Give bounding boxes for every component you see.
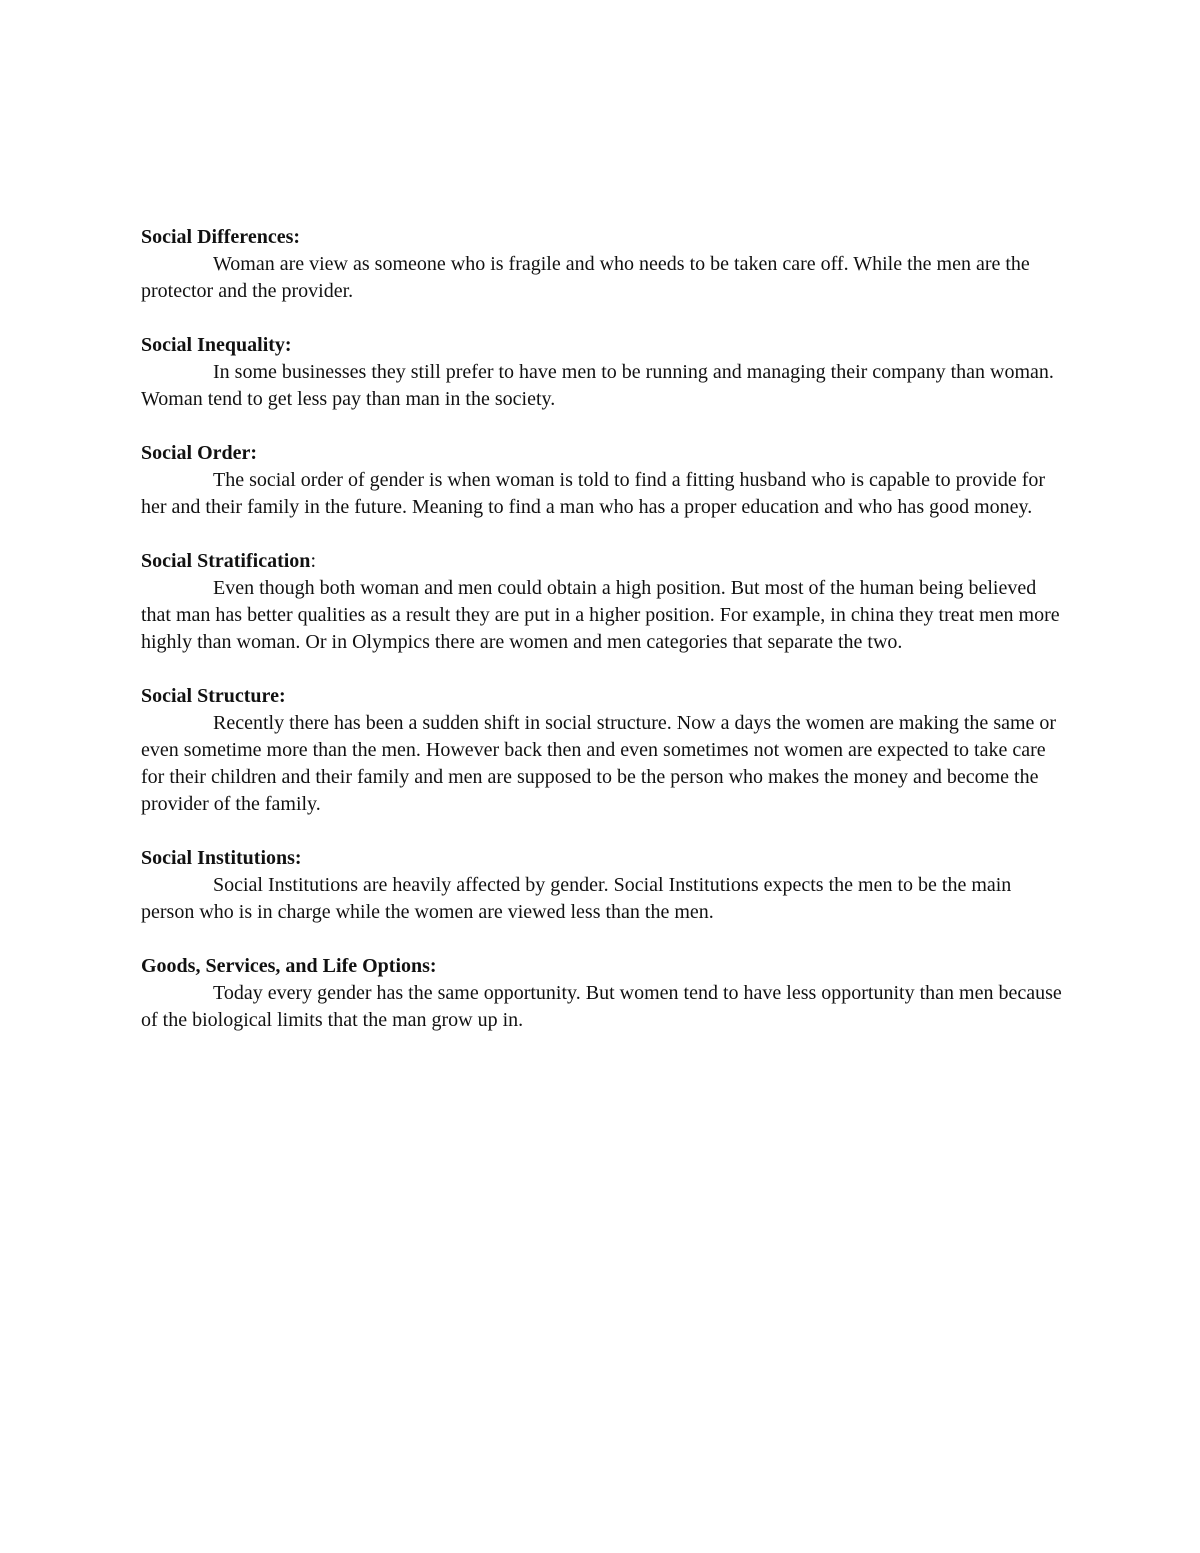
section-social-stratification (141, 548, 1066, 656)
section-body: In some businesses they still prefer to have men to be running and managing their company than woman. Woman tend to get less pay than man in the society. (141, 361, 1054, 410)
section-body: The social order of gender is when woman is told to find a fitting husband who is capable to provide for her and their family in the future. Meaning to find a man who has a proper education and who has good money. (141, 469, 1046, 518)
section-body: Social Institutions are heavily affected by gender. Social Institutions expects the men to be the main person who is in charge while the women are viewed less than the men. (141, 874, 1012, 923)
section-body: Even though both woman and men could obtain a high position. But most of the human being believed that man has better qualities as a result they are put in a higher position. For example, in china they treat men more highly than woman. Or in Olympics there are women and men categories that separate the two. (141, 577, 1060, 653)
document-page (141, 224, 1066, 1061)
section-body: Recently there has been a sudden shift in social structure. Now a days the women are making the same or even sometime more than the men. However back then and even sometimes not women are expected to take care for their children and their family and men are supposed to be the person who makes the money and become the provider of the family. (141, 712, 1057, 815)
section-body: Today every gender has the same opportunity. But women tend to have less opportunity than men because of the biological limits that the man grow up in. (141, 982, 1062, 1031)
section-heading: Social Order: (141, 442, 258, 464)
section-heading: Social Stratification: (141, 550, 316, 572)
section-body: Woman are view as someone who is fragile and who needs to be taken care off. While the men are the protector and the provider. (141, 253, 1030, 302)
heading-colon: : (310, 550, 316, 572)
section-heading: Social Structure: (141, 685, 286, 707)
section-social-order (141, 440, 1066, 521)
section-heading: Goods, Services, and Life Options: (141, 955, 437, 977)
section-social-differences (141, 224, 1066, 305)
section-heading: Social Inequality: (141, 334, 292, 356)
section-social-structure (141, 683, 1066, 818)
section-social-inequality (141, 332, 1066, 413)
section-goods-services-life-options (141, 953, 1066, 1034)
section-heading: Social Institutions: (141, 847, 302, 869)
section-social-institutions (141, 845, 1066, 926)
section-heading: Social Differences: (141, 226, 301, 248)
